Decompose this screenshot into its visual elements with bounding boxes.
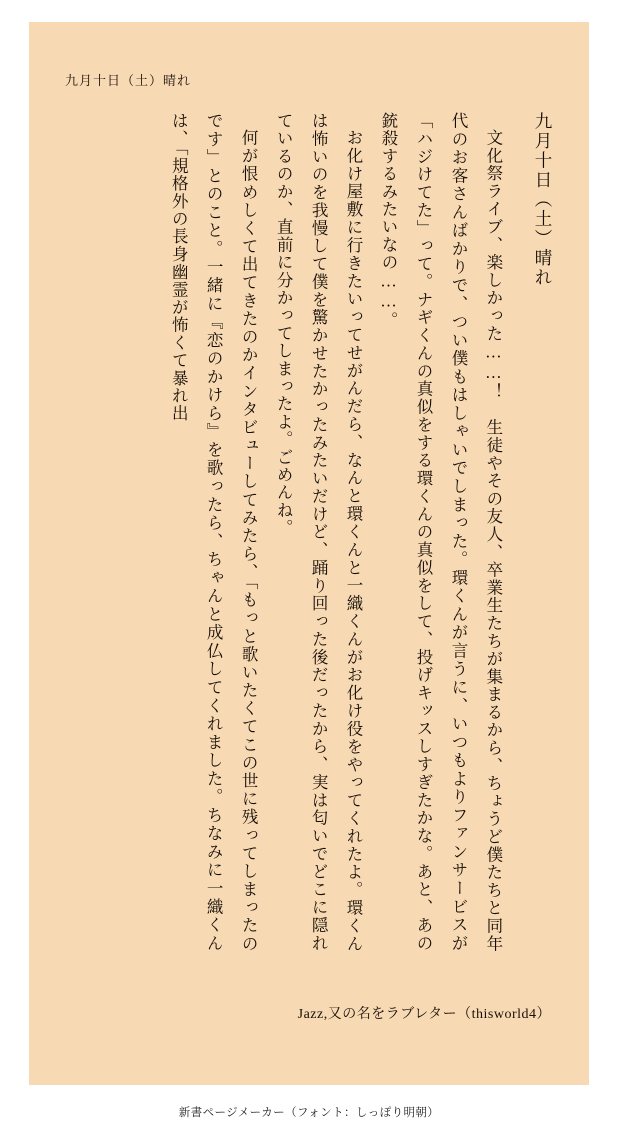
header-date: 九月十日（土）晴れ <box>65 73 192 88</box>
diary-paragraph-3: 何が恨めしくて出てきたのかインタビューしてみたら、「もっと歌いたくてこの世に残ってしまったのです」とのこと。一緒に『恋のかけら』を歌ったら、ちゃんと成仏してくれました。ちなみに一織くんは、「規格外の長身幽霊が怖くて暴れ出 <box>169 112 259 952</box>
diary-title: 九月十日（土）晴れ <box>533 112 553 288</box>
author-credit: Jazz,又の名をラブレター（thisworld4） <box>297 1007 551 1022</box>
diary-paragraph-1: 文化祭ライブ、楽しかった……！ 生徒やその友人、卒業生たちが集まるから、ちょうど僕たちと同年代のお客さんばかりで、つい僕もはしゃいでしまった。環くんが言うに、いつもよりファンサービスが「ハジけてた」って。ナギくんの真似をする環くんの真似をして、投げキッスしすぎたかな。あと、あの銃殺するみたいなの……。 <box>379 112 503 952</box>
diary-paragraph-2: お化け屋敷に行きたいってせがんだら、なんと環くんと一織くんがお化け役をやってくれたよ。環くんは怖いのを我慢して僕を驚かせたかったみたいだけど、踊り回った後だったから、実は匂いでどこに隠れているのか、直前に分かってしまったよ。ごめんね。 <box>274 112 364 952</box>
generator-caption: 新書ページメーカー（フォント：しっぽり明朝） <box>178 1107 440 1119</box>
paper-sheet <box>29 22 589 1085</box>
vertical-text-body <box>57 112 561 952</box>
